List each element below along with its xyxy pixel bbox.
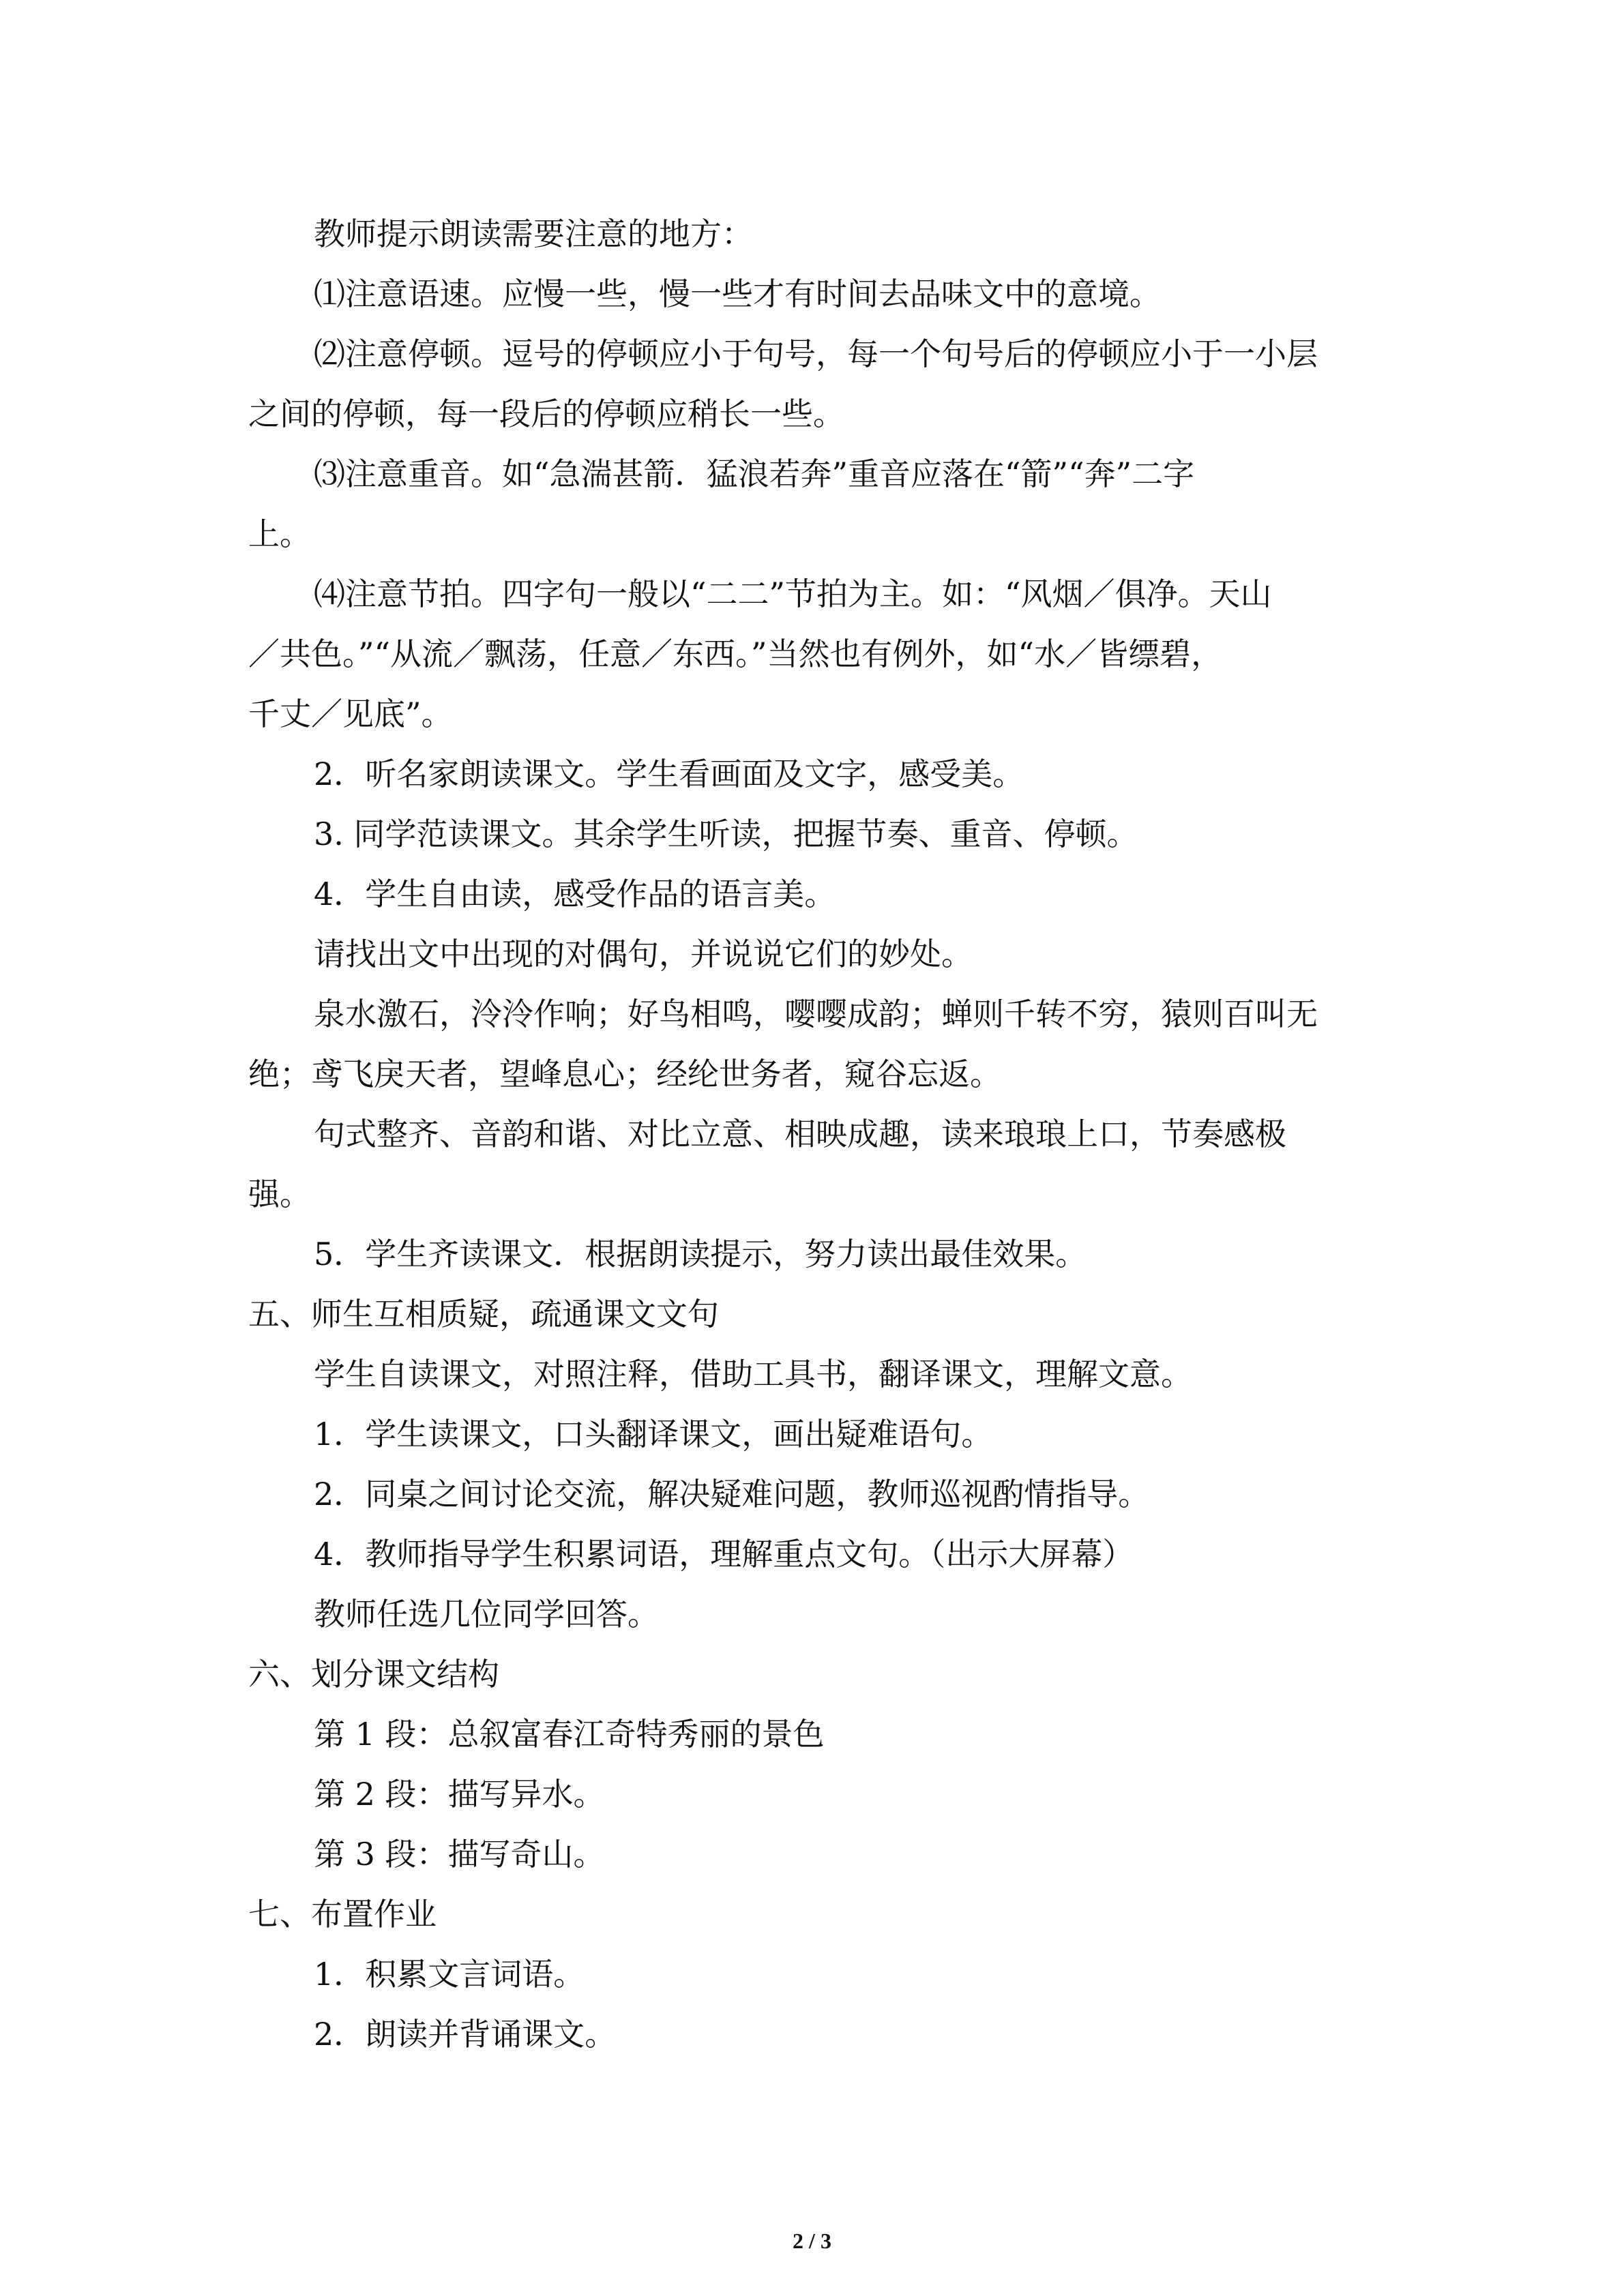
paragraph-line: 2．朗读并背诵课文。 xyxy=(314,2016,617,2053)
paragraph-line: 泉水激石，泠泠作响；好鸟相鸣，嘤嘤成韵；蝉则千转不穷，猿则百叫无 xyxy=(314,996,1318,1032)
paragraph-line: ⑷注意节拍。四字句一般以“二二”节拍为主。如：“风烟／俱净。天山 xyxy=(314,576,1272,612)
paragraph-line: 第 3 段：描写奇山。 xyxy=(314,1836,605,1873)
paragraph-line: ／共色。”“从流／飘荡，任意／东西。”当然也有例外，如“水／皆缥碧， xyxy=(248,636,1223,672)
section-heading: 五、师生互相质疑，疏通课文文句 xyxy=(248,1296,719,1332)
paragraph-line: 教师提示朗读需要注意的地方： xyxy=(314,215,753,252)
paragraph-line: 句式整齐、音韵和谐、对比立意、相映成趣，读来琅琅上口，节奏感极 xyxy=(314,1116,1286,1152)
paragraph-line: ⑶注意重音。如“急湍甚箭．猛浪若奔”重音应落在“箭”“奔”二字 xyxy=(314,456,1195,492)
paragraph-line: 请找出文中出现的对偶句，并说说它们的妙处。 xyxy=(314,936,973,972)
paragraph-line: 5．学生齐读课文．根据朗读提示，努力读出最佳效果。 xyxy=(314,1236,1087,1272)
page-number: 2 / 3 xyxy=(793,2228,831,2253)
paragraph-line: 1．积累文言词语。 xyxy=(314,1956,585,1993)
paragraph-line: 教师任选几位同学回答。 xyxy=(314,1596,659,1632)
paragraph-line: 绝；鸢飞戾天者，望峰息心；经纶世务者，窥谷忘返。 xyxy=(248,1056,1001,1092)
paragraph-line: 强。 xyxy=(248,1176,311,1212)
paragraph-line: ⑴注意语速。应慢一些，慢一些才有时间去品味文中的意境。 xyxy=(314,275,1161,312)
paragraph-line: ⑵注意停顿。逗号的停顿应小于句号，每一个句号后的停顿应小于一小层 xyxy=(314,336,1318,372)
paragraph-line: 4．教师指导学生积累词语，理解重点文句。（出示大屏幕） xyxy=(314,1536,1134,1572)
paragraph-line: 3. 同学范读课文。其余学生听读，把握节奏、重音、停顿。 xyxy=(314,816,1138,852)
section-heading: 七、布置作业 xyxy=(248,1896,437,1933)
paragraph-line: 学生自读课文，对照注释，借助工具书，翻译课文，理解文意。 xyxy=(314,1356,1192,1392)
paragraph-line: 第 2 段：描写异水。 xyxy=(314,1776,605,1813)
paragraph-line: 千丈／见底”。 xyxy=(248,696,453,732)
paragraph-line: 2．同桌之间讨论交流，解决疑难问题，教师巡视酌情指导。 xyxy=(314,1476,1150,1512)
paragraph-line: 4．学生自由读，感受作品的语言美。 xyxy=(314,876,836,912)
paragraph-line: 第 1 段：总叙富春江奇特秀丽的景色 xyxy=(314,1716,825,1753)
paragraph-line: 2．听名家朗读课文。学生看画面及文字，感受美。 xyxy=(314,756,1024,792)
paragraph-line: 之间的停顿，每一段后的停顿应稍长一些。 xyxy=(248,396,844,432)
paragraph-line: 上。 xyxy=(248,516,311,552)
section-heading: 六、划分课文结构 xyxy=(248,1656,499,1693)
paragraph-line: 1．学生读课文，口头翻译课文，画出疑难语句。 xyxy=(314,1416,993,1452)
